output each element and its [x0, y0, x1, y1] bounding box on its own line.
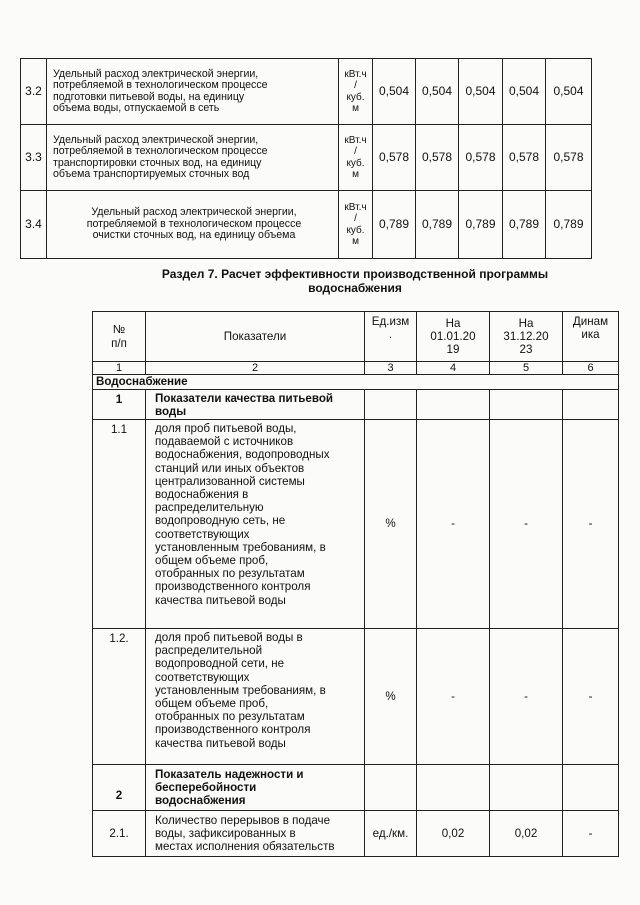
- header-num: [93, 312, 146, 362]
- desc-line: отобранных по результатам: [155, 710, 305, 724]
- column-number: 2: [146, 362, 365, 375]
- empty-cell: [563, 765, 619, 811]
- desc-line: объема транспортируемых сточных вод: [53, 168, 250, 180]
- group-title-line: воды: [155, 405, 187, 419]
- desc-line: воды, зафиксированных в: [155, 826, 296, 840]
- value-cell: -: [563, 420, 619, 629]
- unit-line: /: [354, 213, 357, 224]
- value-cell: 0,578: [503, 125, 546, 191]
- header-line: ика: [581, 328, 600, 342]
- row-description: [146, 629, 365, 765]
- column-number-row: [93, 362, 619, 375]
- unit-line: кВт.ч: [344, 201, 367, 213]
- desc-line: соответствующих: [155, 527, 250, 541]
- row-unit: [339, 125, 373, 191]
- value-cell: 0,578: [373, 125, 416, 191]
- unit-line: куб.: [346, 157, 365, 169]
- value-cell: -: [490, 629, 563, 765]
- desc-line: местах исполнения обязательств: [155, 840, 335, 854]
- group-title-line: бесперебойности: [155, 780, 257, 794]
- empty-cell: [563, 390, 619, 420]
- unit-line: м: [352, 236, 359, 247]
- value-cell: 0,789: [546, 191, 592, 259]
- desc-line: водопроводной сети, не: [155, 657, 285, 671]
- value-cell: -: [490, 420, 563, 629]
- efficiency-table: [92, 311, 619, 857]
- row-description: [146, 811, 365, 857]
- section-title-line: Раздел 7. Расчет эффективности производственной программы: [161, 267, 549, 281]
- energy-consumption-table: [20, 58, 592, 259]
- table-row: [21, 125, 592, 191]
- group-title: [146, 765, 365, 811]
- row-unit: ед./км.: [365, 811, 417, 857]
- desc-line: установленным требованиям, в: [155, 683, 326, 697]
- row-description: [146, 420, 365, 629]
- header-indicators: Показатели: [146, 312, 365, 362]
- group-row: [93, 765, 619, 811]
- section-water: Водоснабжение: [93, 375, 619, 390]
- unit-line: /: [354, 80, 357, 91]
- desc-line: очистки сточных вод, на единицу объема: [92, 229, 296, 242]
- unit-line: м: [352, 103, 359, 114]
- group-title-line: Показатель надежности и: [155, 767, 304, 781]
- empty-cell: [490, 390, 563, 420]
- desc-line: качества питьевой воды: [155, 593, 286, 607]
- header-line: .: [388, 328, 393, 342]
- section-row: [93, 375, 619, 390]
- header-line: 31.12.20: [503, 329, 549, 343]
- unit-line: куб.: [346, 224, 365, 236]
- desc-line: Количество перерывов в подаче: [155, 813, 331, 827]
- desc-line: общем объеме проб,: [155, 554, 269, 568]
- row-number: 3.4: [21, 191, 47, 259]
- desc-line: доля проб питьевой воды,: [155, 422, 297, 435]
- value-cell: 0,02: [490, 811, 563, 857]
- unit-line: кВт.ч: [344, 68, 367, 80]
- column-number: 3: [365, 362, 417, 375]
- row-unit: %: [365, 420, 417, 629]
- desc-line: объема воды, отпускаемой в сеть: [53, 102, 220, 114]
- desc-line: общем объеме проб,: [155, 697, 269, 711]
- value-cell: 0,504: [546, 59, 592, 125]
- value-cell: 0,789: [503, 191, 546, 259]
- desc-line: потребляемой в технологическом процессе: [86, 217, 302, 230]
- value-cell: 0,789: [416, 191, 459, 259]
- header-line: Динам: [572, 315, 609, 328]
- section-title-line: водоснабжения: [308, 281, 402, 295]
- unit-line: куб.: [346, 91, 365, 103]
- desc-line: производственного контроля: [155, 580, 311, 594]
- desc-line: подготовки питьевой воды, на единицу: [53, 90, 245, 103]
- desc-line: централизованной системы: [155, 474, 305, 488]
- row-number: 2.1.: [93, 811, 146, 857]
- column-number: 5: [490, 362, 563, 375]
- table-row: [21, 59, 592, 125]
- row-description: [47, 125, 339, 191]
- header-line: На: [445, 316, 461, 330]
- table-row: [93, 629, 619, 765]
- empty-cell: [490, 765, 563, 811]
- group-title-line: Показатели качества питьевой: [155, 392, 334, 405]
- group-number: 2: [93, 765, 146, 811]
- header-line: 19: [446, 343, 460, 357]
- desc-line: потребляемой в технологическом процессе: [53, 145, 268, 157]
- value-cell: 0,578: [546, 125, 592, 191]
- unit-line: /: [354, 146, 357, 157]
- header-col6: [563, 312, 619, 362]
- header-line: На: [518, 316, 534, 330]
- header-line: 23: [519, 343, 533, 357]
- row-number: 3.2: [21, 59, 47, 125]
- value-cell: 0,578: [416, 125, 459, 191]
- value-cell: -: [563, 811, 619, 857]
- desc-line: отобранных по результатам: [155, 567, 305, 581]
- empty-cell: [417, 765, 490, 811]
- desc-line: транспортировки сточных вод, на единицу: [53, 156, 262, 169]
- row-number: 1.1: [93, 420, 146, 629]
- value-cell: -: [563, 629, 619, 765]
- group-title-line: водоснабжения: [155, 794, 246, 808]
- desc-line: потребляемой в технологическом процессе: [53, 79, 268, 91]
- desc-line: распределительную: [155, 501, 264, 515]
- desc-line: подаваемой с источников: [155, 435, 294, 449]
- row-unit: [339, 191, 373, 259]
- header-unit: [365, 312, 417, 362]
- header-line: №: [112, 323, 126, 337]
- header-line: 01.01.20: [430, 329, 476, 343]
- row-description: [47, 59, 339, 125]
- value-cell: 0,789: [459, 191, 503, 259]
- table-row: [93, 811, 619, 857]
- row-unit: %: [365, 629, 417, 765]
- header-line: Ед.изм: [371, 315, 410, 328]
- section-title: [95, 267, 615, 295]
- header-line: п/п: [111, 336, 127, 350]
- desc-line: водоснабжения, водопроводных: [155, 448, 330, 462]
- row-number: 1.2.: [93, 629, 146, 765]
- desc-line: производственного контроля: [155, 723, 311, 737]
- unit-line: кВт.ч: [344, 134, 367, 146]
- desc-line: качества питьевой воды: [155, 736, 286, 750]
- desc-line: Удельный расход электрической энергии,: [91, 206, 297, 219]
- column-number: 4: [417, 362, 490, 375]
- desc-line: Удельный расход электрической энергии,: [53, 67, 259, 80]
- desc-line: станций или иных объектов: [155, 461, 305, 475]
- value-cell: 0,02: [417, 811, 490, 857]
- group-row: [93, 390, 619, 420]
- desc-line: доля проб питьевой воды в: [155, 631, 303, 644]
- value-cell: 0,789: [373, 191, 416, 259]
- empty-cell: [365, 390, 417, 420]
- desc-line: водоснабжения в: [155, 488, 249, 502]
- group-title: [146, 390, 365, 420]
- value-cell: 0,504: [416, 59, 459, 125]
- desc-line: распределительной: [155, 644, 263, 658]
- header-row: [93, 312, 619, 362]
- desc-line: установленным требованиям, в: [155, 540, 326, 554]
- value-cell: 0,578: [459, 125, 503, 191]
- empty-cell: [365, 765, 417, 811]
- row-number: 3.3: [21, 125, 47, 191]
- column-number: 1: [93, 362, 146, 375]
- group-number: 1: [93, 390, 146, 420]
- empty-cell: [417, 390, 490, 420]
- desc-line: соответствующих: [155, 670, 250, 684]
- table-row: [93, 420, 619, 629]
- row-unit: [339, 59, 373, 125]
- value-cell: 0,504: [459, 59, 503, 125]
- unit-line: м: [352, 169, 359, 180]
- table-row: [21, 191, 592, 259]
- value-cell: -: [417, 420, 490, 629]
- desc-line: водопроводную сеть, не: [155, 514, 286, 528]
- desc-line: Удельный расход электрической энергии,: [53, 133, 259, 146]
- header-col4: [417, 312, 490, 362]
- column-number: 6: [563, 362, 619, 375]
- row-description: [47, 191, 339, 259]
- value-cell: -: [417, 629, 490, 765]
- value-cell: 0,504: [503, 59, 546, 125]
- value-cell: 0,504: [373, 59, 416, 125]
- header-col5: [490, 312, 563, 362]
